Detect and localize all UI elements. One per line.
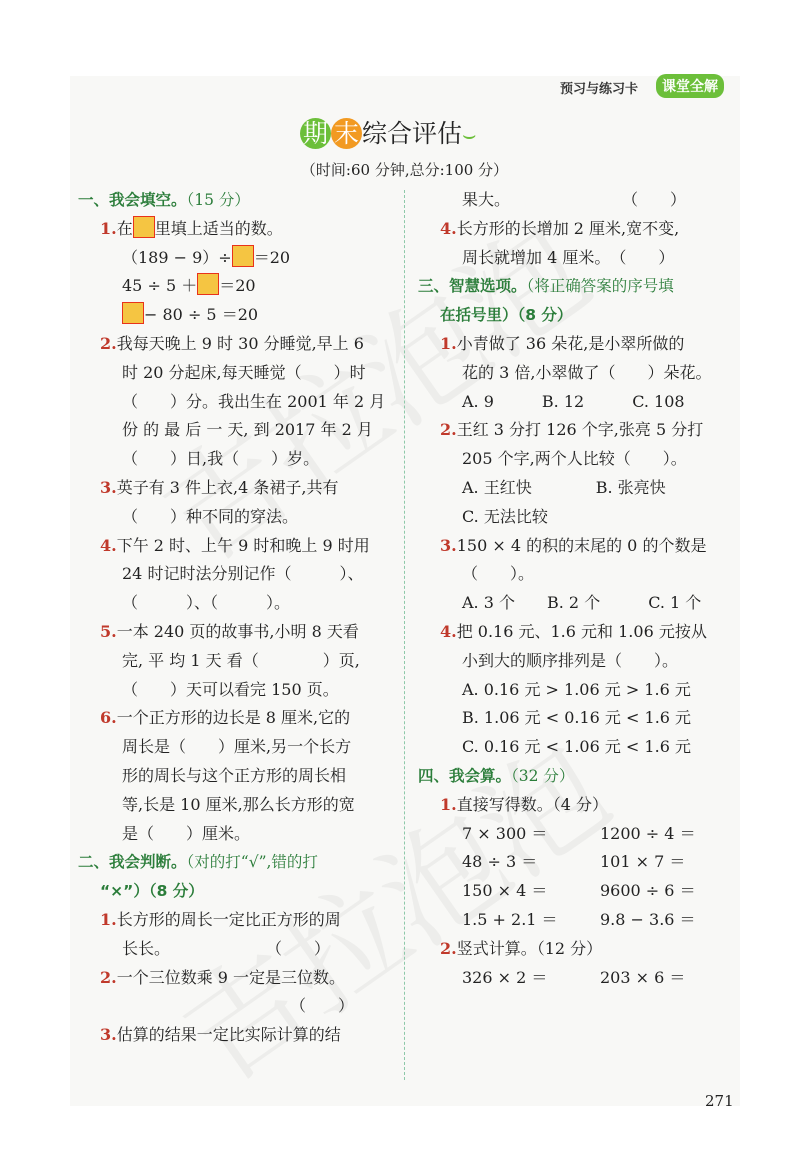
question: [78, 532, 396, 561]
section-points: （将正确答案的序号填: [526, 277, 674, 296]
question-text: A. 王红快 B. 张亮快: [462, 477, 666, 497]
calc-item: 1200 ÷ 4 ＝: [600, 823, 696, 843]
question-number: 3.: [440, 535, 457, 555]
question-text: 时 20 分起床,每天睡觉（ ）时: [122, 362, 366, 382]
question-text: − 80 ÷ 5 ＝20: [144, 305, 259, 325]
question-text: 直接写得数。（4 分）: [456, 794, 608, 814]
question-line: [78, 272, 396, 301]
calc-item: 101 × 7 ＝: [600, 852, 686, 872]
calc-item: 9.8 − 3.6 ＝: [600, 909, 696, 929]
question-line: [418, 503, 738, 532]
question-number: 2.: [100, 967, 117, 987]
question-number: 6.: [100, 708, 117, 728]
question-text: 份 的 最 后 一 天, 到 2017 年 2 月: [122, 420, 373, 440]
question-line: [418, 676, 738, 705]
calc-row: [418, 848, 738, 877]
question: [418, 935, 738, 964]
section-title: 四、我会算。: [418, 766, 512, 785]
question-text: （ ）种不同的穿法。: [122, 506, 299, 526]
question-text: 英子有 3 件上衣,4 条裙子,共有: [116, 477, 339, 497]
calc-item: 326 × 2 ＝: [462, 967, 548, 987]
swoosh-icon: ⌣: [462, 123, 477, 148]
calc-item: 1.5 + 2.1 ＝: [462, 909, 558, 929]
question-line: [78, 733, 396, 762]
calc-item: 7 × 300 ＝: [462, 823, 548, 843]
question-text: 花的 3 倍,小翠做了（ ）朵花。: [462, 362, 712, 382]
page-title: [300, 114, 477, 150]
question-text: 一本 240 页的故事书,小明 8 天看: [116, 621, 359, 641]
question-line: [418, 388, 738, 417]
answer-box: [232, 245, 254, 267]
question-text: 是（ ）厘米。: [122, 823, 251, 843]
question-text: A. 9 B. 12 C. 108: [462, 391, 685, 411]
question-text: 估算的结果一定比实际计算的结: [116, 1025, 341, 1045]
section-heading: [418, 301, 738, 330]
section-points: （32 分）: [511, 766, 575, 785]
question-text: 在: [116, 218, 133, 238]
section-title: 一、我会填空。: [78, 191, 187, 209]
question-line: [78, 992, 396, 1021]
question: [78, 330, 396, 359]
calc-item: 203 × 6 ＝: [600, 967, 686, 987]
question: [78, 215, 396, 244]
question-number: 2.: [440, 938, 457, 958]
question-line: [418, 474, 738, 503]
question-text: 周长是（ ）厘米,另一个长方: [122, 737, 352, 757]
question-line: [78, 388, 396, 417]
question-text: 王红 3 分打 126 个字,张亮 5 分打: [456, 420, 704, 440]
exam-info: （时间:60 分钟,总分:100 分）: [300, 161, 509, 179]
question-text: 长方形的长增加 2 厘米,宽不变,: [456, 218, 680, 238]
question: [418, 330, 738, 359]
question: [78, 964, 396, 993]
question-text: 小青做了 36 朵花,是小翠所做的: [456, 333, 685, 353]
question-line: [78, 589, 396, 618]
question-text: 长方形的周长一定比正方形的周: [116, 909, 341, 929]
title-char-1: 期: [300, 118, 331, 149]
question-text: （ ）: [122, 996, 355, 1016]
section-title: 二、我会判断。: [78, 853, 187, 872]
calc-row: [418, 820, 738, 849]
section-points: （15 分）: [186, 191, 250, 209]
question-line: [78, 762, 396, 791]
question-text: 竖式计算。（12 分）: [456, 938, 603, 958]
question-text: （ ）。: [462, 564, 535, 584]
question-number: 2.: [440, 420, 457, 440]
question-text: 一个三位数乘 9 一定是三位数。: [116, 967, 346, 987]
question: [78, 618, 396, 647]
badge: 课堂全解: [656, 74, 724, 98]
question-text: 里填上适当的数。: [154, 218, 283, 238]
question-line: [418, 589, 738, 618]
question-line: [78, 503, 396, 532]
question-line: [418, 733, 738, 762]
question-text: 长长。 （ ）: [122, 938, 331, 958]
calc-row: [418, 877, 738, 906]
question-text: 我每天晚上 9 时 30 分睡觉,早上 6: [116, 333, 364, 353]
question-text: （ ）分。我出生在 2001 年 2 月: [122, 391, 386, 411]
question-text: C. 无法比较: [462, 506, 548, 526]
question-line: [78, 445, 396, 474]
question-text: A. 0.16 元 > 1.06 元 > 1.6 元: [462, 679, 691, 699]
question-text: 形的周长与这个正方形的周长相: [122, 765, 347, 785]
question-text: 小到大的顺序排列是（ ）。: [462, 650, 679, 670]
question-text: 等,长是 10 厘米,那么长方形的宽: [122, 794, 355, 814]
question-number: 4.: [100, 535, 117, 555]
calc-item: 48 ÷ 3 ＝: [462, 852, 538, 872]
question-line: [418, 186, 738, 215]
question-line: [418, 359, 738, 388]
section-points: （对的打“√”,错的打: [186, 853, 318, 872]
question-line: [418, 560, 738, 589]
section-heading: [78, 877, 396, 906]
title-rest: 综合评估: [362, 119, 463, 148]
column-divider: [404, 190, 405, 1080]
question-number: 3.: [100, 477, 117, 497]
question-line: [78, 244, 396, 273]
question-number: 1.: [440, 794, 457, 814]
question: [78, 704, 396, 733]
question-line: [78, 560, 396, 589]
question-text: 45 ÷ 5 ＋: [122, 276, 198, 296]
question-number: 1.: [100, 909, 117, 929]
question-line: [78, 820, 396, 849]
question-text: 周长就增加 4 厘米。 （ ）: [462, 247, 675, 267]
question-text: 205 个字,两个人比较（ ）。: [462, 449, 687, 469]
question-line: [418, 445, 738, 474]
question-number: 4.: [440, 218, 457, 238]
question: [418, 416, 738, 445]
answer-box: [133, 216, 155, 238]
question-text: ＝20: [253, 247, 291, 267]
question-text: 把 0.16 元、1.6 元和 1.06 元按从: [456, 621, 707, 641]
section-title: “×”）（8 分）: [100, 882, 204, 901]
question-line: [78, 676, 396, 705]
calc-item: 9600 ÷ 6 ＝: [600, 881, 696, 901]
question-number: 3.: [100, 1025, 117, 1045]
question: [418, 791, 738, 820]
question-text: （189 − 9）÷: [122, 247, 232, 267]
answer-box: [197, 273, 219, 295]
question: [78, 1021, 396, 1050]
section-title: 在括号里）（8 分）: [440, 306, 573, 325]
left-column: [78, 186, 396, 1050]
question-number: 1.: [440, 333, 457, 353]
section-heading: [418, 762, 738, 791]
question-number: 2.: [100, 333, 117, 353]
question: [78, 906, 396, 935]
question-line: [78, 301, 396, 330]
question: [78, 474, 396, 503]
section-heading: [418, 272, 738, 301]
question-text: （ ）天可以看完 150 页。: [122, 679, 339, 699]
question-text: （ ）、（ ）。: [122, 593, 291, 613]
question-line: [78, 416, 396, 445]
calc-row: [418, 964, 738, 993]
question-line: [78, 359, 396, 388]
question-text: C. 0.16 元 < 1.06 元 < 1.6 元: [462, 737, 691, 757]
question-text: ＝20: [219, 276, 256, 296]
question-line: [78, 935, 396, 964]
question-text: 下午 2 时、上午 9 时和晚上 9 时用: [116, 535, 370, 555]
question: [418, 618, 738, 647]
question: [418, 215, 738, 244]
question-line: [418, 647, 738, 676]
question-text: A. 3 个 B. 2 个 C. 1 个: [462, 593, 702, 613]
question-number: 5.: [100, 621, 117, 641]
page-number: 271: [705, 1092, 734, 1110]
book-name: 预习与练习卡: [560, 82, 639, 97]
calc-row: [418, 906, 738, 935]
question-text: （ ）日,我（ ）岁。: [122, 449, 320, 469]
right-column: [418, 186, 738, 992]
calc-item: 150 × 4 ＝: [462, 881, 548, 901]
answer-box: [122, 302, 144, 324]
question-line: [418, 704, 738, 733]
question: [418, 532, 738, 561]
question-number: 4.: [440, 621, 457, 641]
question-text: 一个正方形的边长是 8 厘米,它的: [116, 708, 351, 728]
question-text: B. 1.06 元 < 0.16 元 < 1.6 元: [462, 708, 692, 728]
title-char-2: 末: [331, 118, 362, 149]
section-heading: [78, 848, 396, 877]
question-text: 24 时记时法分别记作（ ）、: [122, 564, 364, 584]
question-line: [78, 791, 396, 820]
section-title: 三、智慧选项。: [418, 277, 527, 296]
question-text: 完, 平 均 1 天 看（ ）页,: [122, 650, 360, 670]
question-line: [78, 647, 396, 676]
question-text: 果大。 （ ）: [462, 190, 687, 209]
section-heading: [78, 186, 396, 215]
question-number: 1.: [100, 218, 117, 238]
question-line: [418, 244, 738, 273]
question-text: 150 × 4 的积的末尾的 0 的个数是: [456, 535, 707, 555]
